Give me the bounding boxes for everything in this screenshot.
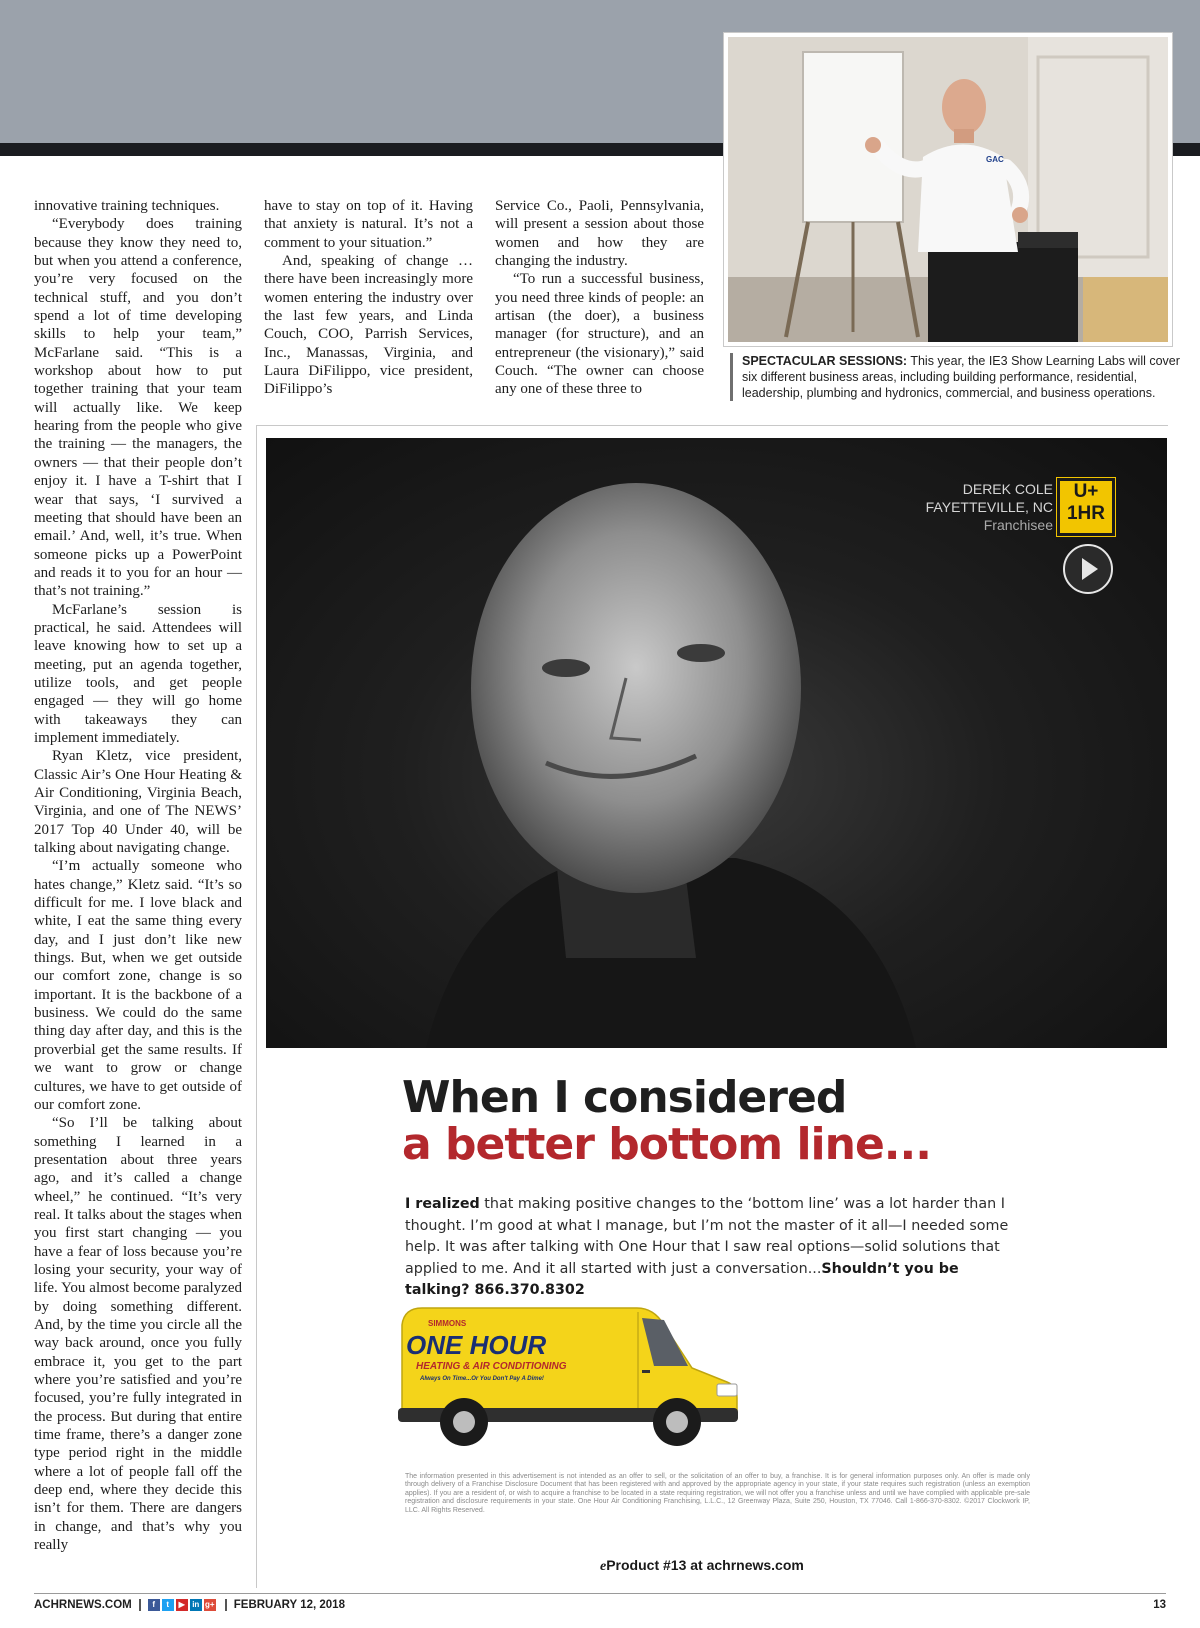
page-footer [34, 1599, 345, 1611]
googleplus-icon[interactable]: g+ [204, 1600, 215, 1609]
body-text: that making positive changes to the ‘bottom line’ was a lot harder than I thought. I’m good at what I manage, but I’m not the master of it all—I needed some help. It was after talking with One Hour that I saw real options—solid solutions that applied to me. And it all started with just a conversation... [405, 1196, 1009, 1277]
body-lead: I realized [405, 1196, 480, 1212]
article-paragraph: “Everybody does training because they know they need to, but when you attend a conference, you’re very focused on the technical stuff, and you don’t spend a lot of time developing skills to help your team,” McFarlane said. “This is a workshop about how to put together training that your team will actually like. We keep hearing from the people who give the training — the managers, the owners — that their people don’t enjoy it. I have a T-shirt that I wear that says, ‘I survived a meeting that should have been an email.’ And, well, it’s true. When someone picks up a PowerPoint and reads it to you for an hour — that’s not training.” [34, 216, 242, 600]
footer-site[interactable]: ACHRNEWS.COM [34, 1599, 132, 1611]
ad-border-top [256, 425, 1168, 426]
article-column-2 [264, 197, 473, 399]
shirt-logo-text: GAC [986, 155, 1004, 164]
caption-text: This year, the IE3 Show Learning Labs will cover six different business areas, including building performance, residential, leadership, plumbing and hydronics, commercial, and business operations. [742, 354, 1180, 400]
footer-date: FEBRUARY 12, 2018 [233, 1599, 345, 1611]
speaker-photo-frame [724, 33, 1172, 346]
article-paragraph: Service Co., Paoli, Pennsylvania, will present a session about those women and how they are changing the industry. [495, 198, 704, 270]
van-sub-text: HEATING & AIR CONDITIONING [416, 1361, 567, 1372]
footer-separator [225, 1599, 227, 1611]
body-cta: Shouldn’t you be talking? 866.370.8302 [405, 1260, 959, 1298]
article-paragraph: Ryan Kletz, vice president, Classic Air’s One Hour Heating & Air Conditioning, Virginia Beach, Virginia, and one of The NEWS’ 2017 Top 40 Under 40, will be talking about navigating change. [34, 748, 242, 857]
one-hour-van-image [392, 1300, 742, 1450]
ad-portrait-photo [266, 438, 1167, 1048]
caption-label: SPECTACULAR SESSIONS: [742, 354, 908, 368]
van-brand-text: SIMMONS [428, 1319, 467, 1328]
logo-line-1: U+ [1073, 481, 1099, 502]
twitter-icon[interactable]: t [162, 1599, 174, 1611]
logo-line-2: 1HR [1066, 503, 1105, 524]
article-paragraph: And, speaking of change … there have been increasingly more women entering the industry over the last few years, and Linda Couch, COO, Parrish Services, Inc., Manassas, Virginia, and Laura DiFilippo, vice president, DiFilippo’s [264, 253, 473, 398]
eproduct-prefix: e [600, 1559, 607, 1574]
facebook-icon[interactable]: f [148, 1599, 160, 1611]
franchisee-name: DEREK COLE [962, 481, 1053, 497]
footer-rule [34, 1593, 1166, 1594]
eproduct-text: Product #13 at achrnews.com [606, 1557, 804, 1573]
article-paragraph: innovative training techniques. [34, 198, 220, 214]
one-hour-logo [1057, 478, 1115, 536]
eproduct-callout [600, 1557, 804, 1575]
article-column-3 [495, 197, 704, 399]
ad-body-copy [405, 1194, 1025, 1302]
play-video-icon[interactable] [1063, 544, 1113, 594]
franchisee-credit [926, 480, 1053, 534]
ad-border-left [256, 425, 257, 1588]
van-tagline-text: Always On Time...Or You Don't Pay A Dime! [420, 1376, 544, 1382]
linkedin-icon[interactable]: in [190, 1599, 202, 1611]
ad-fine-print: The information presented in this advertisement is not intended as an offer to sell, or the solicitation of an offer to buy, a franchise. It is for general information purposes only. An offer is made only through delivery of a Franchise Disclosure Document that has been registered with and approved by the appropriate agency in your state, if your state requires such registration (unless an exemption applies). If you are a resident of, or wish to acquire a franchise to be located in a state requiring registration, we will not offer you a franchise unless and until we have complied with applicable pre-sale registration and disclosure requirements in your state. One Hour Air Conditioning Franchising, L.L.C., 12 Greenway Plaza, Suite 250, Houston, TX 77046. Call 1-866-370-8302. ©2017 Clockwork IP, LLC. All Rights Reserved. [405, 1473, 1030, 1514]
youtube-icon[interactable]: ▶ [176, 1599, 188, 1611]
ad-headline [402, 1074, 931, 1168]
article-paragraph: have to stay on top of it. Having that anxiety is natural. It’s not a comment to your situation.” [264, 198, 473, 251]
franchisee-role: Franchisee [983, 517, 1053, 533]
page-number: 13 [1153, 1599, 1166, 1611]
article-paragraph: “To run a successful business, you need three kinds of people: an artisan (the doer), a business manager (for structure), and an entrepreneur (the visionary),” said Couch. “The owner can choose any one of these three to [495, 271, 704, 398]
article-paragraph: “So I’ll be talking about something I learned in a presentation about three years ago, and it’s called a change wheel,” he continued. “It’s very real. It talks about the stages when you first start changing — you have a fear of loss because you’re losing your security, your way of life. You almost become paralyzed by doing something different. And, by the time you circle all the way back around, once you fully embrace it, you get to the part where you’re satisfied and you’re focused, you’re fully integrated in the process. But during that entire time frame, there’s a danger zone type period right in the middle where a lot of people fall off the deep end, where they decide this isn’t for them. There are dangers in change, and that’s why you really [34, 1115, 242, 1554]
article-column-1 [34, 197, 242, 1554]
speaker-photo [728, 37, 1168, 342]
headline-line-1: When I considered [402, 1072, 847, 1123]
footer-separator [139, 1599, 141, 1611]
photo-caption [730, 353, 1182, 401]
speaker-photo-illustration [728, 37, 1168, 342]
van-name-text: ONE HOUR [406, 1330, 547, 1360]
article-paragraph: “I’m actually someone who hates change,” Kletz said. “It’s so difficult for me. I love black and white, I eat the same thing every day, and I just don’t like new things. But, when we get outside our comfort zone, change is so important. It is the backbone of a business. We could do the same thing day after day, and this is the proverbial get the same results. If we want to grow or change cultures, we have to get outside of our comfort zone. [34, 858, 242, 1113]
headline-line-2: a better bottom line... [402, 1119, 931, 1170]
article-paragraph: McFarlane’s session is practical, he said. Attendees will leave knowing how to set up a meeting, put an agenda together, utilize tools, and get people engaged — they will go home with takeaways they can implement immediately. [34, 601, 242, 746]
franchisee-location: FAYETTEVILLE, NC [925, 499, 1053, 515]
